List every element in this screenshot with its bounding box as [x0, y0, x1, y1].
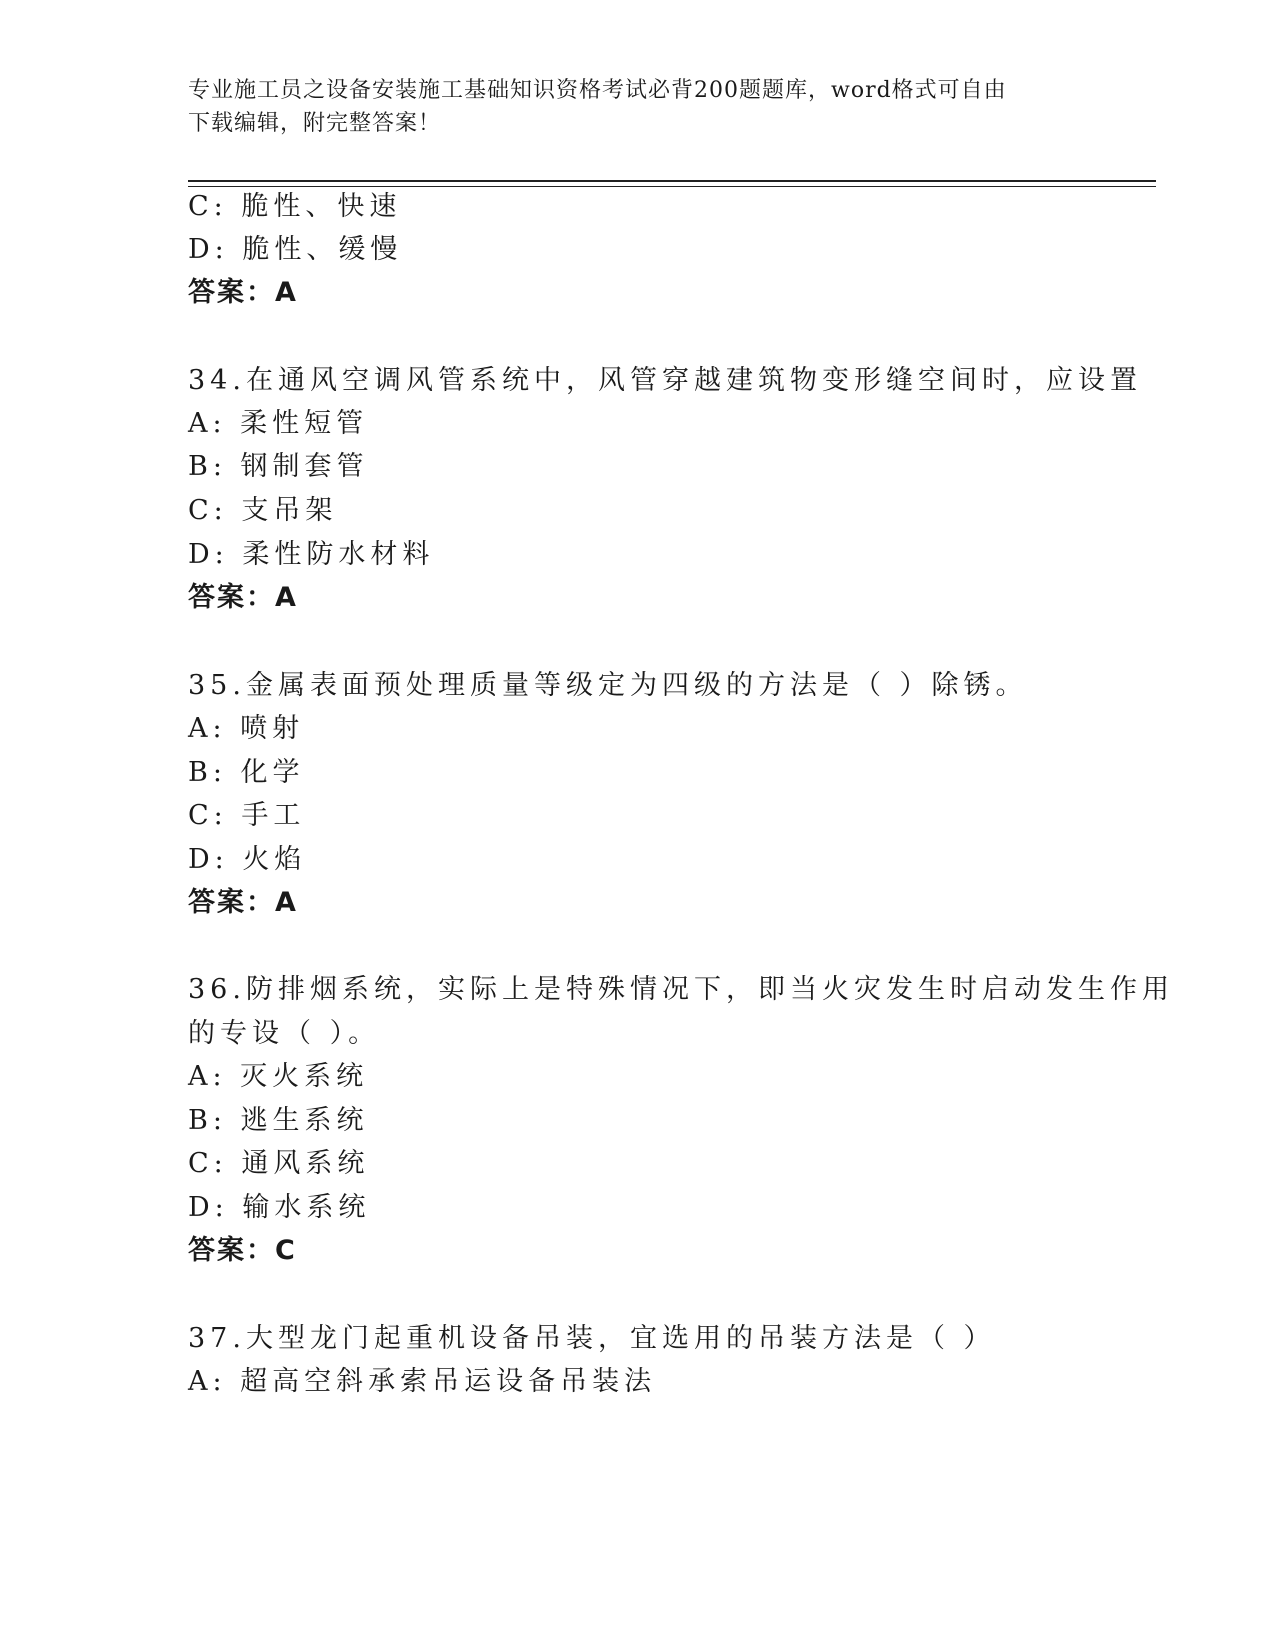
q36-question-line-1: 36.防排烟系统，实际上是特殊情况下，即当火灾发生时启动发生作用 [188, 974, 1174, 1005]
q36-question-line-2: 的专设（ ）。 [188, 1018, 381, 1049]
q35-option-d: D: 火焰 [188, 844, 307, 875]
q34-option-a: A: 柔性短管 [188, 408, 369, 439]
q35-answer: 答案：A [188, 887, 298, 918]
q36-answer: 答案：C [188, 1235, 297, 1266]
q36-option-c: C: 通风系统 [188, 1148, 370, 1179]
q37-question: 37.大型龙门起重机设备吊装，宜选用的吊装方法是（ ） [188, 1323, 996, 1354]
q35-option-c: C: 手工 [188, 800, 306, 831]
header-title-line-2: 下载编辑，附完整答案！ [188, 111, 442, 136]
q34-option-b: B: 钢制套管 [188, 451, 369, 482]
q34-option-d: D: 柔性防水材料 [188, 539, 435, 570]
q33-answer: 答案：A [188, 277, 298, 308]
q34-answer: 答案：A [188, 582, 298, 613]
q33-option-d: D: 脆性、缓慢 [188, 234, 403, 265]
q34-option-c: C: 支吊架 [188, 495, 338, 526]
q36-option-b: B: 逃生系统 [188, 1105, 369, 1136]
q33-option-c: C: 脆性、快速 [188, 191, 402, 222]
q36-option-a: A: 灭火系统 [188, 1061, 369, 1092]
document-header [188, 74, 1088, 140]
q35-option-b: B: 化学 [188, 757, 305, 788]
q36-option-d: D: 输水系统 [188, 1192, 371, 1223]
q35-question: 35.金属表面预处理质量等级定为四级的方法是（ ）除锈。 [188, 670, 1028, 701]
header-title-line-1: 专业施工员之设备安装施工基础知识资格考试必背200题题库，word格式可自由 [188, 78, 1007, 103]
header-divider-thin [188, 186, 1156, 187]
q35-option-a: A: 喷射 [188, 713, 305, 744]
q37-option-a: A: 超高空斜承索吊运设备吊装法 [188, 1366, 657, 1397]
header-divider-thick [188, 180, 1156, 182]
q34-question: 34.在通风空调风管系统中，风管穿越建筑物变形缝空间时，应设置 [188, 365, 1142, 396]
